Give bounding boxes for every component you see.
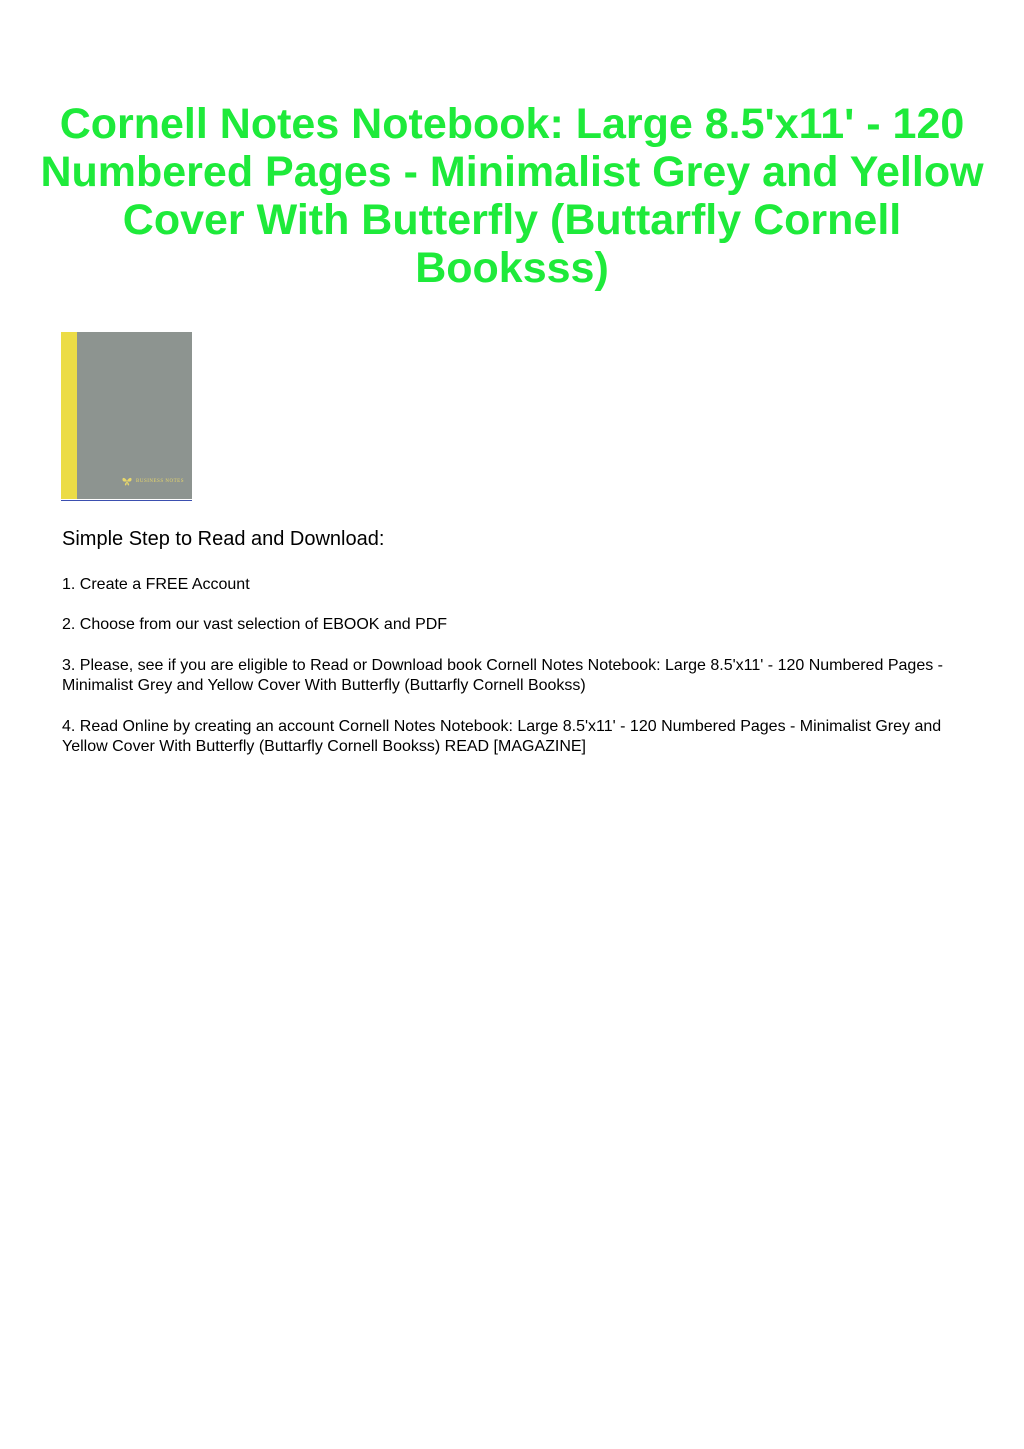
book-cover-image bbox=[61, 332, 192, 499]
book-cover-link[interactable] bbox=[61, 332, 192, 503]
link-underline bbox=[61, 500, 192, 501]
cover-spine bbox=[61, 332, 77, 499]
cover-brand bbox=[121, 475, 184, 487]
step-3: 3. Please, see if you are eligible to Read or Download book Cornell Notes Notebook: Large 8.5'x11' - 120 Numbered Pages - Minimalist Grey and Yellow Cover With Butterfly (Buttarfly Cornell Bookss) bbox=[62, 657, 943, 694]
instructions-heading: Simple Step to Read and Download: bbox=[62, 528, 385, 550]
page-title: Cornell Notes Notebook: Large 8.5'x11' - 120 Numbered Pages - Minimalist Grey and Yellow Cover With Butterfly (Buttarfly Cornell Booksss) bbox=[40, 100, 984, 292]
cover-brand-text: BUSINESS NOTES bbox=[136, 478, 184, 484]
step-2: 2. Choose from our vast selection of EBOOK and PDF bbox=[62, 616, 448, 633]
butterfly-icon bbox=[121, 475, 133, 487]
step-4: 4. Read Online by creating an account Cornell Notes Notebook: Large 8.5'x11' - 120 Numbered Pages - Minimalist Grey and Yellow Cover With Butterfly (Buttarfly Cornell Bookss) READ [MAGAZINE] bbox=[62, 718, 942, 755]
step-1: 1. Create a FREE Account bbox=[62, 576, 250, 593]
